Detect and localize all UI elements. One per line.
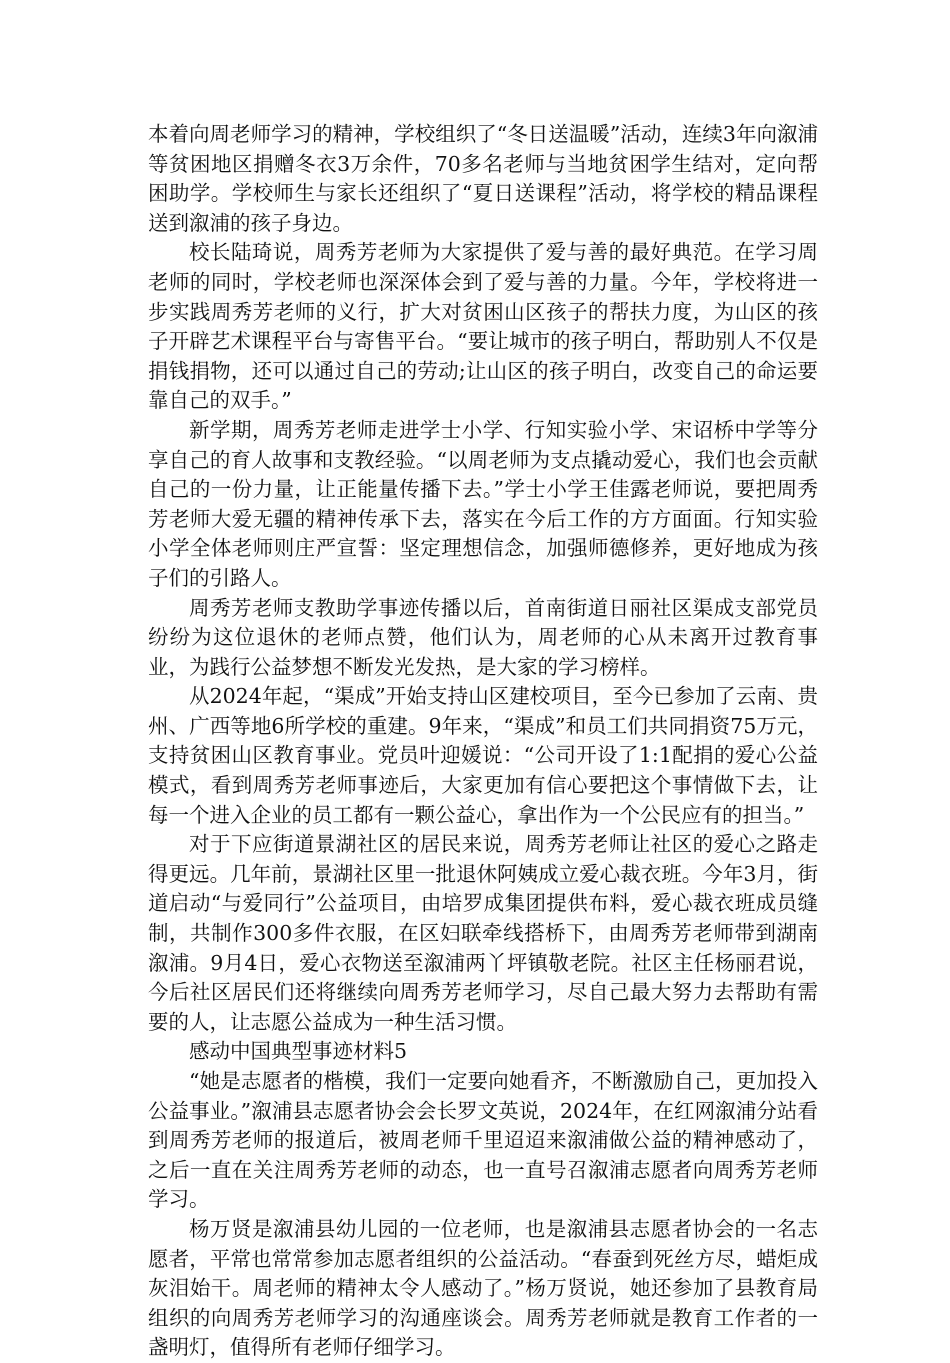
paragraph-qucheng-company: 从2024年起，“渠成”开始支持山区建校项目，至今已参加了云南、贵州、广西等地6所学校的重建。9年来，“渠成”和员工们共同捐资75万元，支持贫困山区教育事业。党员叶迎媛说：“公司开设了1:1配捐的爱心公益模式，看到周秀芳老师事迹后，大家更加有信心要把这个事情做下去，让每一个进入企业的员工都有一颗公益心，拿出作为一个公民应有的担当。” [148, 684, 818, 827]
paragraph-principal-quote: 校长陆琦说，周秀芳老师为大家提供了爱与善的最好典范。在学习周老师的同时，学校老师也深深体会到了爱与善的力量。今年，学校将进一步实践周秀芳老师的义行，扩大对贫困山区孩子的帮扶力度，为山区的孩子开辟艺术课程平台与寄售平台。“要让城市的孩子明白，帮助别人不仅是捐钱捐物，还可以通过自己的劳动;让山区的孩子明白，改变自己的命运要靠自己的双手。” [148, 240, 818, 413]
paragraph-jinghu-community: 对于下应街道景湖社区的居民来说，周秀芳老师让社区的爱心之路走得更远。几年前，景湖社区里一批退休阿姨成立爱心裁衣班。今年3月，街道启动“与爱同行”公益项目，由培罗成集团提供布料，爱心裁衣班成员缝制，共制作300多件衣服，在区妇联牵线搭桥下，由周秀芳老师带到湖南溆浦。9月4日，爱心衣物送至溆浦两丫坪镇敬老院。社区主任杨丽君说，今后社区居民们还将继续向周秀芳老师学习，尽自己最大努力去帮助有需要的人，让志愿公益成为一种生活习惯。 [148, 832, 818, 1034]
document-page [148, 120, 818, 1363]
paragraph-winter-warmth: 本着向周老师学习的精神，学校组织了“冬日送温暖”活动，连续3年向溆浦等贫困地区捐赠冬衣3万余件，70多名老师与当地贫困学生结对，定向帮困助学。学校师生与家长还组织了“夏日送课程”活动，将学校的精品课程送到溆浦的孩子身边。 [148, 122, 818, 235]
paragraph-yang-wanxian: 杨万贤是溆浦县幼儿园的一位老师，也是溆浦县志愿者协会的一名志愿者，平常也常常参加志愿者组织的公益活动。“春蚕到死丝方尽，蜡炬成灰泪始干。周老师的精神太令人感动了。”杨万贤说，她还参加了县教育局组织的向周秀芳老师学习的沟通座谈会。周秀芳老师就是教育工作者的一盏明灯，值得所有老师仔细学习。 [148, 1216, 818, 1360]
section-title: 感动中国典型事迹材料5 [189, 1039, 408, 1064]
paragraph-community-praise: 周秀芳老师支教助学事迹传播以后，首南街道日丽社区渠成支部党员纷纷为这位退休的老师点赞，他们认为，周老师的心从未离开过教育事业，为践行公益梦想不断发光发热，是大家的学习榜样。 [148, 595, 818, 679]
paragraph-new-semester: 新学期，周秀芳老师走进学士小学、行知实验小学、宋诏桥中学等分享自己的育人故事和支教经验。“以周老师为支点撬动爱心，我们也会贡献自己的一份力量，让正能量传播下去。”学士小学王佳露老师说，要把周秀芳老师大爱无疆的精神传承下去，落实在今后工作的方方面面。行知实验小学全体老师则庄严宣誓：坚定理想信念，加强师德修养，更好地成为孩子们的引路人。 [148, 417, 818, 590]
paragraph-volunteer-association: “她是志愿者的楷模，我们一定要向她看齐，不断激励自己，更加投入公益事业。”溆浦县志愿者协会会长罗文英说，2024年，在红网溆浦分站看到周秀芳老师的报道后，被周老师千里迢迢来溆浦做公益的精神感动了，之后一直在关注周秀芳老师的动态，也一直号召溆浦志愿者向周秀芳老师学习。 [148, 1069, 818, 1212]
